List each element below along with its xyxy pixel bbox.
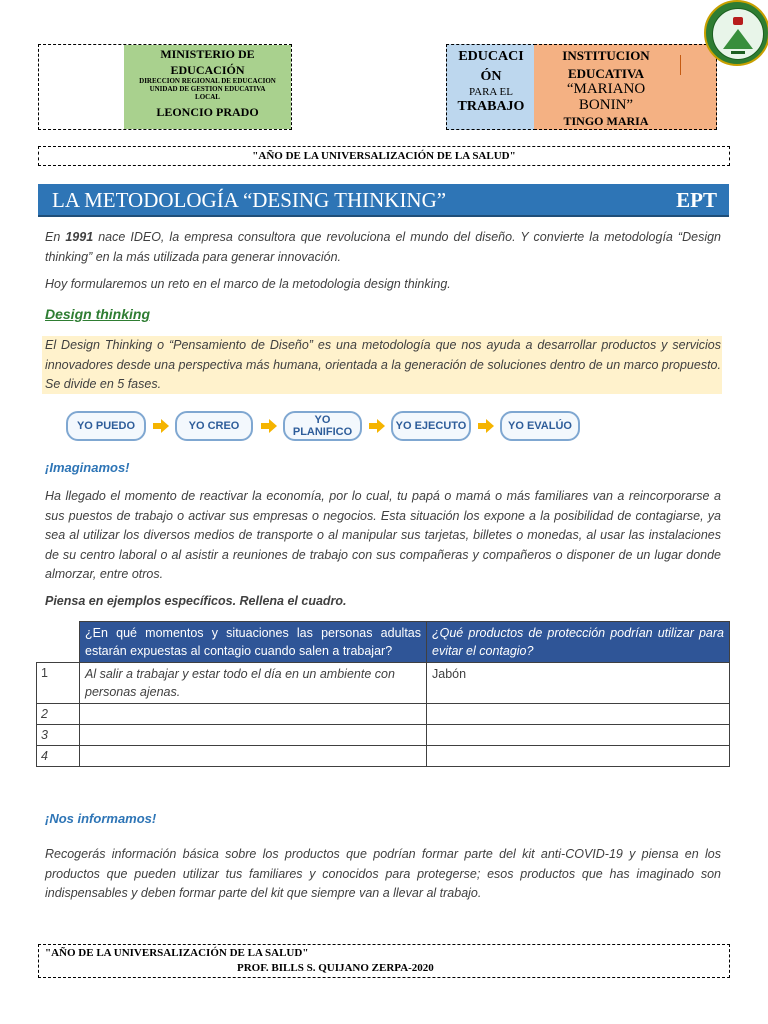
table-row — [37, 725, 730, 746]
school-line2: EDUCATIVA — [567, 66, 645, 81]
ministry-header-box — [38, 44, 292, 130]
ministry-line5: LOCAL — [195, 93, 220, 101]
header-blank-cell — [37, 622, 80, 663]
row-number: 1 — [37, 663, 80, 704]
intro-rest: nace IDEO, la empresa consultora que revoluciona el mundo del diseño. Y convierte la metodología “Design thinking” en la más utilizada para generar innovación. — [45, 230, 721, 264]
exposure-table — [36, 621, 730, 767]
seal-banner — [731, 51, 745, 54]
intro-prefix: En — [45, 230, 66, 244]
ept-line2: ÓN — [480, 69, 502, 84]
school-header-box — [534, 44, 717, 130]
school-divider — [680, 55, 681, 75]
design-thinking-definition: El Design Thinking o “Pensamiento de Diseño” es una metodología que nos ayuda a desarrollar productos y servicios innovadores desde una perspectiva más humana, orientada a la generación de soluciones dentro de un marco propuesto. Se divide en 5 fases. — [45, 338, 721, 391]
table-row — [37, 663, 730, 704]
imaginamos-body: Ha llegado el momento de reactivar la economía, por lo cual, tu papá o mamá o más familiares van a reincorporarse a sus puestos de trabajo o activar sus empresas o negocios. Esta situación los expone a la posibilidad de contagiarse, ya sea al utilizar los diversos medios de transporte o al manipular sus tarjetas, billetes o monedas, al usar las instalaciones de su centro laboral o al asistir a reuniones de trabajo con sus compañeras y compañeros o disponer de un lugar donde almorzar, entre otros. — [45, 489, 721, 581]
school-line3: “MARIANO — [566, 81, 646, 97]
ministry-line1: MINISTERIO DE — [160, 47, 255, 61]
phase-yo-evaluo: YO EVALÚO — [500, 411, 580, 441]
arrow-right-icon — [478, 419, 494, 433]
product-cell[interactable] — [427, 746, 730, 767]
product-cell[interactable] — [427, 704, 730, 725]
phase-yo-creo: YO CREO — [175, 411, 253, 441]
footer-year: "AÑO DE LA UNIVERSALIZACIÓN DE LA SALUD" — [45, 947, 309, 959]
table-row — [37, 704, 730, 725]
footer-box — [38, 944, 730, 978]
ept-line4: TRABAJO — [457, 99, 525, 114]
table-instruction: Piensa en ejemplos específicos. Rellena el cuadro. — [45, 594, 347, 608]
situation-cell[interactable]: Al salir a trabajar y estar todo el día en un ambiente con personas ajenas. — [80, 663, 427, 704]
table-header-row — [37, 622, 730, 663]
ministry-logo-placeholder — [39, 45, 123, 129]
ept-line1: EDUCACI — [458, 49, 524, 64]
ministry-label-block — [124, 45, 291, 129]
ept-header-box — [446, 44, 536, 130]
product-cell[interactable] — [427, 725, 730, 746]
row-number: 3 — [37, 725, 80, 746]
title-bar — [38, 184, 729, 217]
ministry-line4: UNIDAD DE GESTION EDUCATIVA — [149, 85, 266, 93]
header-products: ¿Qué productos de protección podrían utilizar para evitar el contagio? — [427, 622, 730, 663]
arrow-right-icon — [153, 419, 169, 433]
school-line4: BONIN” — [578, 97, 634, 113]
ministry-line6: LEONCIO PRADO — [156, 105, 259, 119]
seal-emblem-icon — [733, 17, 743, 25]
product-cell[interactable]: Jabón — [427, 663, 730, 704]
row-number: 4 — [37, 746, 80, 767]
school-seal-logo — [704, 0, 768, 66]
school-line1: INSTITUCION — [562, 48, 650, 63]
informamos-body: Recogerás información básica sobre los productos que podrían formar parte del kit anti-COVID-19 y piensa en los productos que pueden utilizar tus familiares y conocidos para protegerse; esos productos que has imaginado son indispensables y deben formar parte del kit que siempre van a llevar al trabajo. — [45, 847, 721, 900]
situation-cell[interactable] — [80, 704, 427, 725]
intro-year: 1991 — [65, 230, 94, 244]
header-situations: ¿En qué momentos y situaciones las personas adultas estarán expuestas al contagio cuando salen a trabajar? — [80, 622, 427, 663]
ept-line3: PARA EL — [469, 86, 513, 98]
seal-mountain-icon — [723, 29, 753, 49]
informamos-heading: ¡Nos informamos! — [45, 811, 157, 826]
phase-yo-ejecuto: YO EJECUTO — [391, 411, 471, 441]
phase-yo-puedo: YO PUEDO — [66, 411, 146, 441]
phase-yo-planifico: YO PLANIFICO — [283, 411, 362, 441]
arrow-right-icon — [369, 419, 385, 433]
intro-paragraph — [45, 228, 721, 267]
challenge-paragraph: Hoy formularemos un reto en el marco de la metodologia design thinking. — [45, 277, 451, 291]
ministry-line3: DIRECCION REGIONAL DE EDUCACION — [139, 77, 276, 85]
footer-author: PROF. BILLS S. QUIJANO ZERPA-2020 — [237, 962, 434, 974]
ministry-line2: EDUCACIÓN — [170, 63, 245, 77]
design-thinking-heading: Design thinking — [45, 306, 150, 322]
row-number: 2 — [37, 704, 80, 725]
subject-tag: EPT — [676, 188, 717, 212]
school-line5: TINGO MARIA — [563, 114, 649, 128]
situation-cell[interactable] — [80, 725, 427, 746]
arrow-right-icon — [261, 419, 277, 433]
situation-cell[interactable] — [80, 746, 427, 767]
table-row — [37, 746, 730, 767]
page-title: LA METODOLOGÍA “DESING THINKING” — [52, 188, 447, 212]
imaginamos-heading: ¡Imaginamos! — [45, 460, 130, 475]
year-banner: "AÑO DE LA UNIVERSALIZACIÓN DE LA SALUD" — [38, 146, 730, 166]
